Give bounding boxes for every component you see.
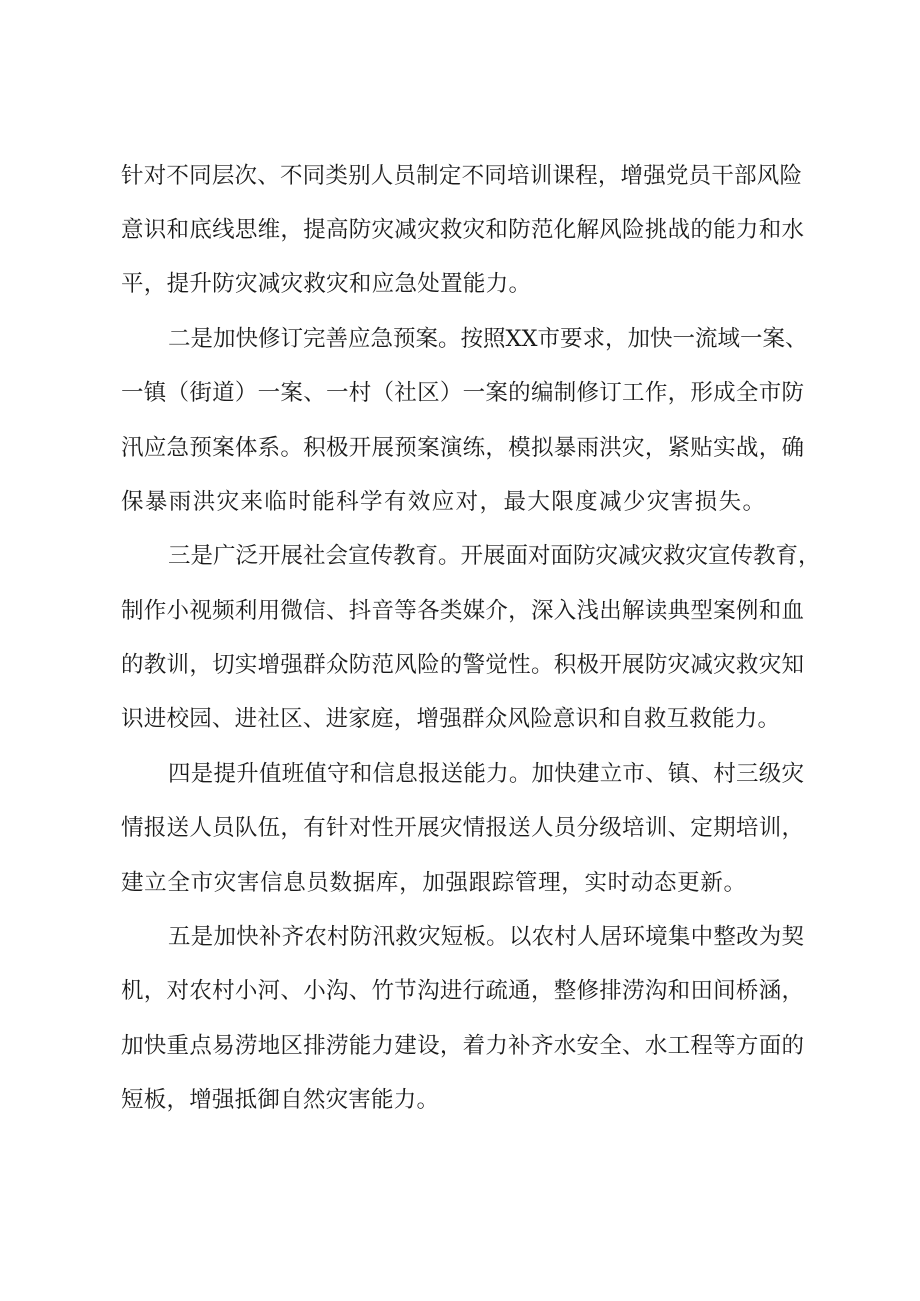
text-line-content: 情报送人员队伍，有针对性开展灾情报送人员分级培训、定期培训， [121,815,804,841]
text-line [0,375,920,411]
text-line-content: 针对不同层次、不同类别人员制定不同培训课程，增强党员干部风险 [121,163,802,189]
text-line [0,1082,920,1118]
text-line-content: 三是广泛开展社会宣传教育。开展面对面防灾减灾救灾宣传教育， [168,543,821,569]
text-line-content: 意识和底线思维，提高防灾减灾救灾和防范化解风险挑战的能力和水 [121,217,804,243]
text-line-content: 的教训，切实增强群众防范风险的警觉性。积极开展防灾减灾救灾知 [121,652,804,678]
text-line-content: 四是提升值班值守和信息报送能力。加快建立市、镇、村三级灾 [168,761,804,787]
text-line-content: 短板，增强抵御自然灾害能力。 [121,1087,439,1113]
text-line [0,1028,920,1064]
text-line [0,266,920,302]
text-line [0,756,920,792]
text-line [0,430,920,466]
text-line [0,212,920,248]
text-line-content: 建立全市灾害信息员数据库，加强跟踪管理，实时动态更新。 [121,870,746,896]
text-line-content: 保暴雨洪灾来临时能科学有效应对，最大限度减少灾害损失。 [121,489,765,515]
text-line-content: 制作小视频利用微信、抖音等各类媒介，深入浅出解读典型案例和血 [121,598,804,624]
text-line-content: 五是加快补齐农村防汛救灾短板。以农村人居环境集中整改为契 [168,924,804,950]
text-line [0,701,920,737]
text-line [0,538,920,574]
text-line [0,593,920,629]
text-line [0,647,920,683]
text-line-content: 平，提升防灾减灾救灾和应急处置能力。 [121,271,531,297]
text-line-content: 汛应急预案体系。积极开展预案演练，模拟暴雨洪灾，紧贴实战，确 [121,435,804,461]
text-line [0,973,920,1009]
text-line-content: 识进校园、进社区、进家庭，增强群众风险意识和自救互救能力。 [121,706,780,732]
text-line [0,919,920,955]
text-line [0,158,920,194]
text-line [0,865,920,901]
text-line-content: 二是加快修订完善应急预案。按照XX市要求，加快一流域一案、 [168,326,808,352]
text-line-content: 加快重点易涝地区排涝能力建设，着力补齐水安全、水工程等方面的 [121,1033,804,1059]
text-line [0,484,920,520]
text-line [0,321,920,357]
text-line-content: 一镇（街道）一案、一村（社区）一案的编制修订工作，形成全市防 [121,380,804,406]
text-line-content: 机，对农村小河、小沟、竹节沟进行疏通，整修排涝沟和田间桥涵， [121,978,804,1004]
text-line [0,810,920,846]
